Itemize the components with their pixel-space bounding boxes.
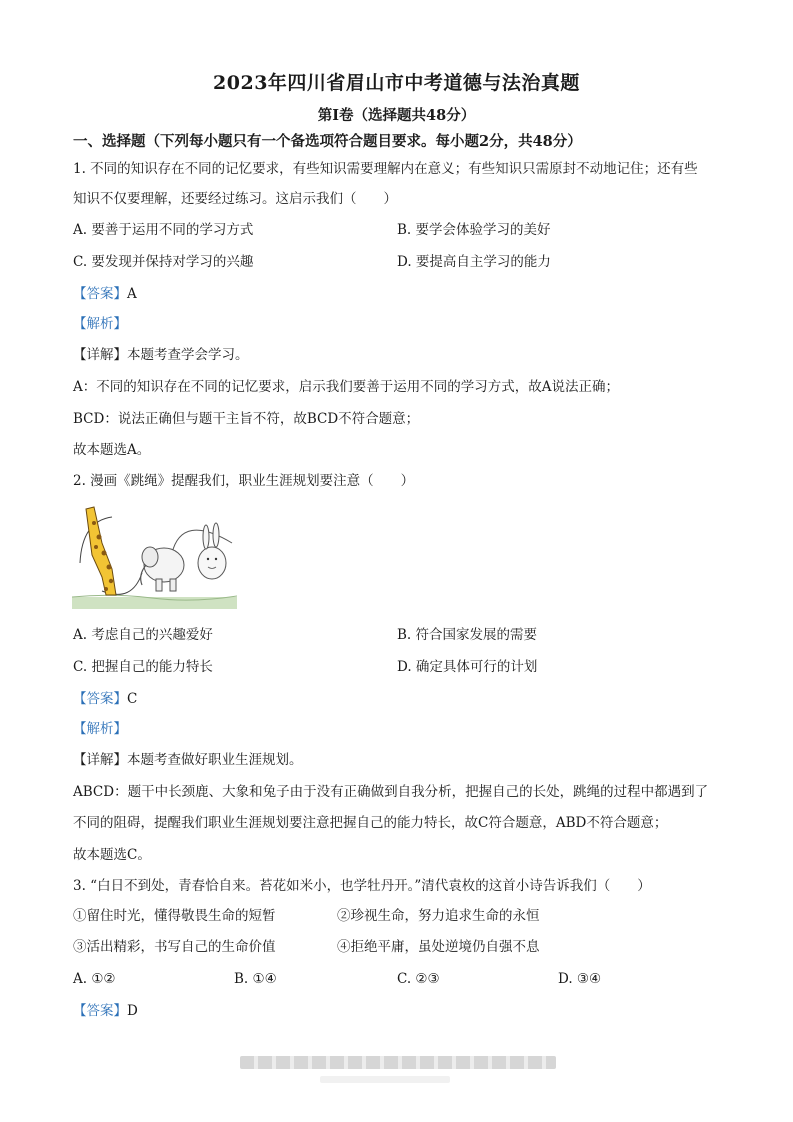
answer-value: C bbox=[127, 691, 138, 707]
q2-answer bbox=[73, 689, 137, 709]
q2-explanation-2: 不同的阻碍，提醒我们职业生涯规划要注意把握自己的能力特长，故C符合题意，ABD不符合题意； bbox=[73, 815, 668, 831]
q1-explanation-2: BCD：说法正确但与题干主旨不符，故BCD不符合题意； bbox=[73, 411, 420, 427]
page-title: 2023年四川省眉山市中考道德与法治真题 bbox=[213, 72, 580, 94]
q1-option-a: A. 要善于运用不同的学习方式 bbox=[73, 222, 254, 238]
q1-stem-line2: 知识不仅要理解，还要经过练习。这启示我们（ ） bbox=[73, 191, 397, 207]
q3-option-c: C. ②③ bbox=[397, 971, 440, 987]
q3-statement-1: ①留住时光，懂得敬畏生命的短暂 bbox=[73, 908, 276, 924]
q3-answer bbox=[73, 1001, 138, 1021]
q2-analysis bbox=[73, 719, 127, 739]
q1-explanation-1: A：不同的知识存在不同的记忆要求，启示我们要善于运用不同的学习方式，故A说法正确； bbox=[73, 379, 619, 395]
detail-tag: 【详解】 bbox=[73, 752, 127, 768]
answer-value: D bbox=[127, 1003, 138, 1019]
answer-tag: 【答案】 bbox=[73, 691, 127, 707]
q3-statement-2: ②珍视生命，努力追求生命的永恒 bbox=[337, 908, 540, 924]
q1-analysis bbox=[73, 314, 127, 334]
blurred-footer-secondary bbox=[320, 1076, 450, 1083]
q2-explanation-3: 故本题选C。 bbox=[73, 847, 151, 863]
detail-text: 本题考查学会学习。 bbox=[127, 347, 249, 363]
q1-option-c: C. 要发现并保持对学习的兴趣 bbox=[73, 254, 254, 270]
q2-detail bbox=[73, 750, 303, 770]
q1-explanation-3: 故本题选A。 bbox=[73, 442, 151, 458]
q3-stem: 3. “白日不到处，青春恰自来。苔花如米小，也学牡丹开。”清代袁枚的这首小诗告诉我们（ ） bbox=[73, 878, 651, 894]
q3-option-a: A. ①② bbox=[73, 971, 116, 987]
detail-tag: 【详解】 bbox=[73, 347, 127, 363]
q2-option-a: A. 考虑自己的兴趣爱好 bbox=[73, 627, 213, 643]
q2-stem: 2. 漫画《跳绳》提醒我们，职业生涯规划要注意（ ） bbox=[73, 473, 415, 489]
jump-rope-cartoon bbox=[72, 503, 237, 609]
q1-option-b: B. 要学会体验学习的美好 bbox=[397, 222, 551, 238]
answer-tag: 【答案】 bbox=[73, 286, 127, 302]
analysis-tag: 【解析】 bbox=[73, 316, 127, 332]
section-heading: 一、选择题（下列每小题只有一个备选项符合题目要求。每小题2分，共48分） bbox=[73, 133, 582, 150]
q2-option-b: B. 符合国家发展的需要 bbox=[397, 627, 538, 643]
q2-option-c: C. 把握自己的能力特长 bbox=[73, 659, 213, 675]
q1-detail bbox=[73, 345, 249, 365]
q3-statement-3: ③活出精彩，书写自己的生命价值 bbox=[73, 939, 276, 955]
detail-text: 本题考查做好职业生涯规划。 bbox=[127, 752, 303, 768]
q1-option-d: D. 要提高自主学习的能力 bbox=[397, 254, 551, 270]
answer-tag: 【答案】 bbox=[73, 1003, 127, 1019]
blurred-footer bbox=[240, 1056, 556, 1069]
page-subtitle: 第Ⅰ卷（选择题共48分） bbox=[317, 107, 476, 124]
q3-option-d: D. ③④ bbox=[558, 971, 602, 987]
q1-stem-line1: 1. 不同的知识存在不同的记忆要求，有些知识需要理解内在意义；有些知识只需原封不动地记住；还有些 bbox=[73, 161, 698, 177]
answer-value: A bbox=[127, 286, 137, 302]
q2-option-d: D. 确定具体可行的计划 bbox=[397, 659, 538, 675]
q3-statement-4: ④拒绝平庸，虽处逆境仍自强不息 bbox=[337, 939, 540, 955]
q2-explanation-1: ABCD：题干中长颈鹿、大象和兔子由于没有正确做到自我分析，把握自己的长处，跳绳的过程中都遇到了 bbox=[73, 784, 709, 800]
cartoon-image bbox=[72, 503, 237, 609]
analysis-tag: 【解析】 bbox=[73, 721, 127, 737]
q1-answer bbox=[73, 284, 137, 304]
q3-option-b: B. ①④ bbox=[234, 971, 277, 987]
